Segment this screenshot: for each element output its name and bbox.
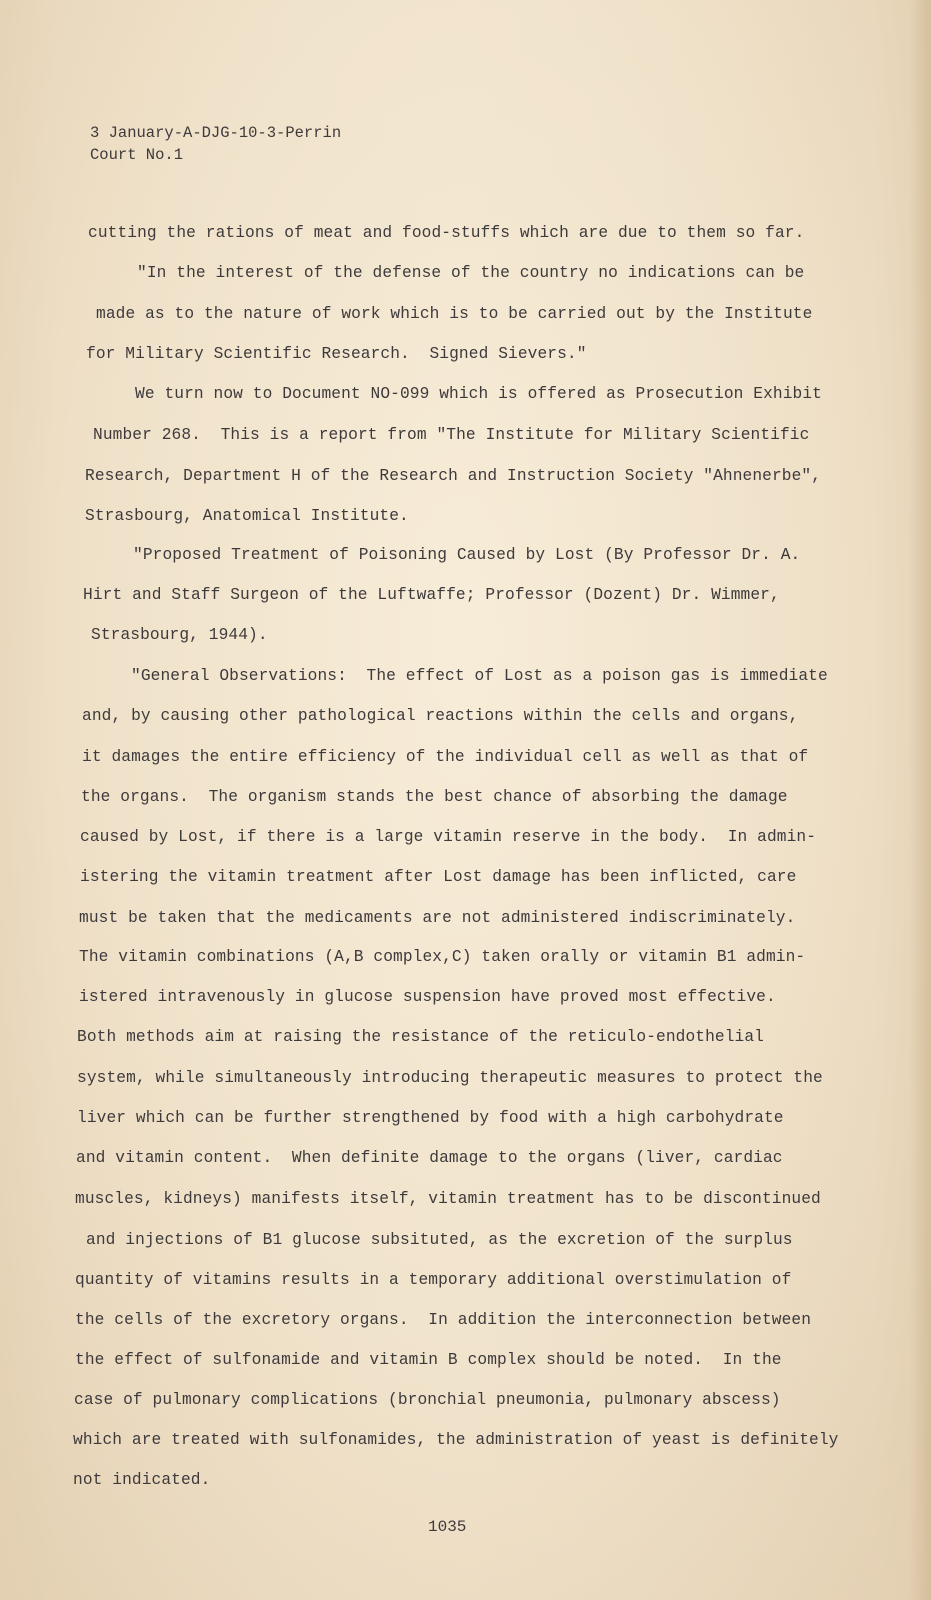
body-line: Number 268. This is a report from "The Institute for Military Scientific: [93, 426, 810, 444]
body-line: "In the interest of the defense of the country no indications can be: [137, 264, 805, 282]
header-court: Court No.1: [90, 146, 184, 164]
document-header: [90, 122, 341, 166]
body-line: the effect of sulfonamide and vitamin B complex should be noted. In the: [75, 1351, 782, 1369]
body-line: The vitamin combinations (A,B complex,C) taken orally or vitamin B1 admin-: [79, 948, 806, 966]
body-line: and vitamin content. When definite damage to the organs (liver, cardiac: [76, 1149, 783, 1167]
body-line: and, by causing other pathological reactions within the cells and organs,: [82, 707, 799, 725]
body-line: system, while simultaneously introducing therapeutic measures to protect the: [77, 1069, 823, 1087]
body-line: "General Observations: The effect of Lost as a poison gas is immediate: [131, 667, 828, 685]
body-line: not indicated.: [73, 1471, 211, 1489]
body-line: liver which can be further strengthened by food with a high carbohydrate: [77, 1109, 784, 1127]
body-line: muscles, kidneys) manifests itself, vitamin treatment has to be discontinued: [75, 1190, 821, 1208]
body-line: Both methods aim at raising the resistance of the reticulo-endothelial: [77, 1028, 764, 1046]
body-line: Hirt and Staff Surgeon of the Luftwaffe; Professor (Dozent) Dr. Wimmer,: [83, 586, 780, 604]
body-line: quantity of vitamins results in a temporary additional overstimulation of: [75, 1271, 792, 1289]
page-edge-shadow: [909, 0, 931, 1600]
body-line: must be taken that the medicaments are not administered indiscriminately.: [79, 909, 796, 927]
body-line: it damages the entire efficiency of the individual cell as well as that of: [82, 748, 809, 766]
body-line: and injections of B1 glucose subsituted, as the excretion of the surplus: [86, 1231, 793, 1249]
body-line: istered intravenously in glucose suspension have proved most effective.: [79, 988, 776, 1006]
header-reference: 3 January-A-DJG-10-3-Perrin: [90, 124, 342, 142]
body-line: Strasbourg, 1944).: [91, 626, 268, 644]
body-line: which are treated with sulfonamides, the administration of yeast is definitely: [73, 1431, 839, 1449]
body-line: Strasbourg, Anatomical Institute.: [85, 507, 409, 525]
body-line: the organs. The organism stands the best chance of absorbing the damage: [81, 788, 788, 806]
body-line: for Military Scientific Research. Signed Sievers.": [86, 345, 587, 363]
body-line: "Proposed Treatment of Poisoning Caused by Lost (By Professor Dr. A.: [133, 546, 801, 564]
body-line: cutting the rations of meat and food-stuffs which are due to them so far.: [88, 224, 805, 242]
body-line: made as to the nature of work which is to be carried out by the Institute: [96, 305, 813, 323]
body-line: caused by Lost, if there is a large vitamin reserve in the body. In admin-: [80, 828, 817, 846]
body-line: We turn now to Document NO-099 which is offered as Prosecution Exhibit: [135, 385, 822, 403]
body-line: the cells of the excretory organs. In addition the interconnection between: [75, 1311, 812, 1329]
body-line: istering the vitamin treatment after Lost damage has been inflicted, care: [80, 868, 797, 886]
body-line: case of pulmonary complications (bronchial pneumonia, pulmonary abscess): [74, 1391, 781, 1409]
body-line: Research, Department H of the Research and Instruction Society "Ahnenerbe",: [85, 467, 822, 485]
page-number: 1035: [428, 1518, 467, 1536]
